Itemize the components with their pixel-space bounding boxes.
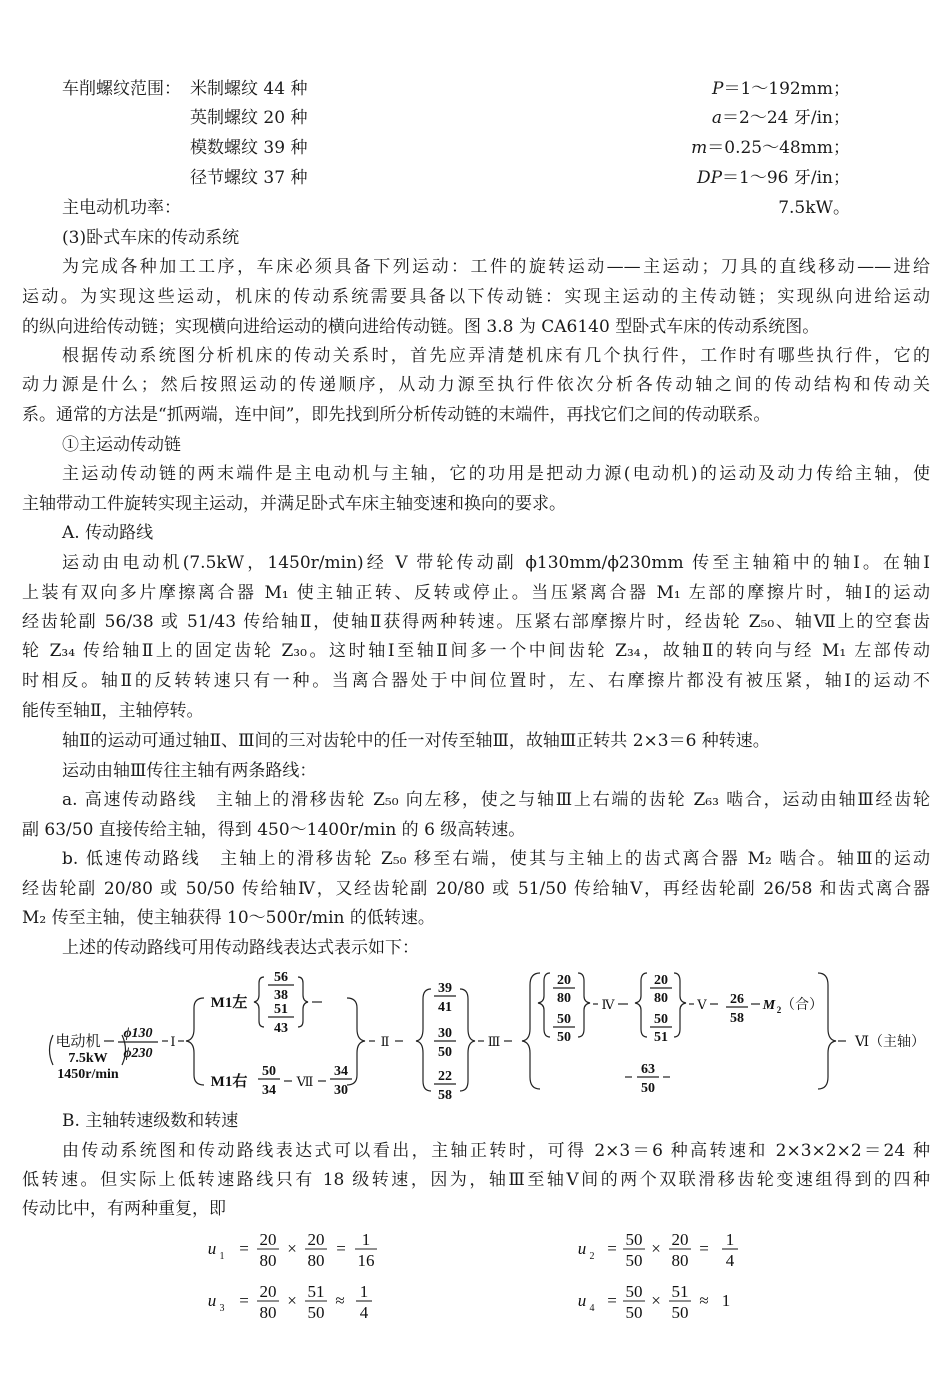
diagram-num: 30 [438,1026,452,1041]
diagram-num: 50 [641,1081,655,1096]
svg-text:50: 50 [625,1251,643,1270]
svg-text:1: 1 [721,1291,731,1310]
ratio-equations [0,1222,950,1322]
brace [522,973,540,1089]
svg-text:20: 20 [671,1230,689,1249]
brace [635,973,647,1037]
svg-text:80: 80 [307,1251,325,1270]
spec-row-name: 米制螺纹 44 种 [190,79,308,99]
svg-text:×: × [287,1291,297,1310]
paragraph-line: 运动由轴Ⅲ传往主轴有两条路线： [62,761,317,781]
diagram-label: 2 [776,1005,782,1015]
diagram-num: 20 [654,973,668,988]
spec-row-value: DP＝1～96 牙/in； [696,168,850,188]
equation-u3 [208,1282,369,1322]
diagram-num: 50 [654,1012,668,1027]
brace [254,977,264,1027]
power-label: 主电动机功率： [62,198,181,218]
svg-text:u: u [577,1239,587,1258]
diagram-label: Ⅱ [380,1034,390,1049]
diagram-label: 7.5kW [68,1051,108,1066]
svg-text:1: 1 [219,1251,225,1262]
svg-text:u: u [207,1239,217,1258]
subheading: A. 传动路线 [62,523,154,543]
paragraph-line: 运动。为实现这些运动，机床的传动系统需要具备以下传动链：实现主运动的主传动链；实现纵向进给运动 [22,287,930,307]
paragraph-line: 时相反。轴Ⅱ的反转转速只有一种。当离合器处于中间位置时，左、右摩擦片都没有被压紧，轴Ⅰ的运动不 [22,671,930,691]
brace [298,977,308,1027]
diagram-label: M1左 [210,995,248,1011]
diagram-num: 58 [730,1011,744,1026]
svg-text:=: = [239,1291,249,1310]
svg-text:51: 51 [671,1282,689,1301]
diagram-label: （合） [781,998,823,1013]
paragraph-line: 主运动传动链的两末端件是主电动机与主轴，它的功用是把动力源(电动机)的运动及动力传给主轴，使 [62,464,930,484]
spec-row-value: P＝1～192mm； [712,79,850,99]
spec-row-name: 英制螺纹 20 种 [190,108,308,128]
paragraph-line: 副 63/50 直接传给主轴，得到 450～1400r/min 的 6 级高转速。 [22,820,526,840]
brace [347,998,365,1085]
svg-text:4: 4 [589,1303,595,1314]
diagram-num: 50 [557,1030,571,1045]
diagram-num: 43 [274,1021,288,1036]
paragraph-line: b. 低速传动路线 主轴上的滑移齿轮 Z₅₀ 移至右端，使其与主轴上的齿式离合器 M₂ 啮合。轴Ⅲ的运动 [62,849,930,869]
svg-text:×: × [651,1291,661,1310]
parenthesis [50,1035,54,1065]
paragraph-line: 低转速。但实际上低转速路线只有 18 级转速，因为，轴Ⅲ至轴Ⅴ间的两个双联滑移齿轮变速组得到的四种 [22,1170,930,1190]
diagram-num: 34 [334,1064,348,1079]
diagram-num: ϕ130 [123,1026,153,1041]
diagram-num: 34 [262,1083,276,1098]
diagram-label: Ⅲ [487,1034,501,1049]
svg-text:u: u [577,1291,587,1310]
diagram-num: 80 [557,991,571,1006]
svg-text:20: 20 [259,1282,277,1301]
equation-u1 [208,1230,375,1270]
diagram-num: 38 [274,988,288,1003]
diagram-num: 41 [438,1000,452,1015]
brace [416,989,431,1091]
transmission-route-diagram [0,965,950,1105]
spec-row-value: a＝2～24 牙/in； [711,108,850,128]
paragraph-line: 能传至轴Ⅱ，主轴停转。 [22,701,204,721]
diagram-num: 56 [274,970,288,985]
diagram-label: M [762,998,776,1013]
svg-text:16: 16 [357,1251,375,1270]
section-title: (3)卧式车床的传动系统 [62,228,240,248]
spec-row-name: 径节螺纹 37 种 [190,168,308,188]
brace [460,989,475,1091]
spec-row-value: m＝0.25～48mm； [691,138,850,158]
svg-text:50: 50 [307,1303,325,1322]
paragraph-line: 上述的传动路线可用传动路线表达式表示如下： [62,938,419,958]
diagram-num: 22 [438,1069,452,1084]
svg-text:80: 80 [259,1303,277,1322]
svg-text:=: = [607,1291,617,1310]
brace [818,973,836,1089]
svg-text:4: 4 [359,1303,369,1322]
svg-text:1: 1 [359,1282,369,1301]
svg-text:80: 80 [259,1251,277,1270]
spec-label: 车削螺纹范围： [62,79,181,99]
svg-text:51: 51 [307,1282,325,1301]
diagram-num: 50 [262,1064,276,1079]
brace [186,998,204,1085]
diagram-num: 50 [438,1045,452,1060]
subheading: ①主运动传动链 [62,435,181,455]
diagram-num: 20 [557,973,571,988]
subheading: B. 主轴转速级数和转速 [62,1111,239,1131]
paragraph-line: a. 高速传动路线 主轴上的滑移齿轮 Z₅₀ 向左移，使之与轴Ⅲ上右端的齿轮 Z₆₃ 啮合，运动由轴Ⅲ经齿轮 [62,790,930,810]
svg-text:50: 50 [625,1282,643,1301]
svg-text:×: × [651,1239,661,1258]
paragraph-line: 传动比中，有两种重复，即 [22,1199,226,1219]
svg-text:≈: ≈ [699,1291,709,1310]
diagram-label: Ⅳ [601,997,615,1012]
paragraph-line: 由传动系统图和传动路线表达式可以看出，主轴正转时，可得 2×3＝6 种高转速和 2×3×2×2＝24 种 [62,1141,930,1161]
diagram-num: 51 [654,1030,668,1045]
paragraph-line: 轴Ⅱ的运动可通过轴Ⅱ、Ⅲ间的三对齿轮中的任一对传至轴Ⅲ，故轴Ⅲ正转共 2×3＝6 种转速。 [62,731,770,751]
svg-text:2: 2 [589,1251,595,1262]
paragraph-line: 轮 Z₃₄ 传给轴Ⅱ上的固定齿轮 Z₃₀。这时轴Ⅰ至轴Ⅱ间多一个中间齿轮 Z₃₄，故轴Ⅱ的转向与经 M₁ 左部传动 [22,641,930,661]
svg-text:=: = [336,1239,346,1258]
paragraph-line: 运动由电动机(7.5kW，1450r/min)经 V 带轮传动副 ϕ130mm/ϕ230mm 传至主轴箱中的轴Ⅰ。在轴Ⅰ [62,553,930,573]
svg-text:=: = [607,1239,617,1258]
svg-text:=: = [699,1239,709,1258]
diagram-label: Ⅰ [170,1034,176,1049]
diagram-label: Ⅵ（主轴） [854,1035,926,1050]
diagram-num: 58 [438,1088,452,1103]
svg-text:u: u [207,1291,217,1310]
svg-text:3: 3 [219,1303,225,1314]
diagram-num: 30 [334,1083,348,1098]
paragraph-line: 主轴带动工件旋转实现主运动，并满足卧式车床主轴变速和换向的要求。 [22,494,566,514]
svg-text:80: 80 [671,1251,689,1270]
diagram-label: M1右 [210,1074,248,1090]
brace [578,973,590,1037]
paragraph-line: 根据传动系统图分析机床的传动关系时，首先应弄清楚机床有几个执行件，工作时有哪些执行件，它的 [62,346,930,366]
diagram-num: 80 [654,991,668,1006]
diagram-num: 39 [438,981,452,996]
power-value: 7.5kW。 [778,198,850,218]
svg-text:50: 50 [671,1303,689,1322]
svg-text:20: 20 [259,1230,277,1249]
diagram-label: Ⅴ [697,997,707,1012]
paragraph-line: 动力源是什么；然后按照运动的传递顺序，从动力源至执行件依次分析各传动轴之间的传动结构和传动关 [22,375,930,395]
brace [538,973,550,1037]
svg-text:1: 1 [725,1230,735,1249]
diagram-num: 50 [557,1012,571,1027]
paragraph-line: 上装有双向多片摩擦离合器 M₁ 使主轴正转、反转或停止。当压紧离合器 M₁ 左部的摩擦片时，轴Ⅰ的运动 [22,583,930,603]
diagram-label: 1450r/min [57,1067,119,1082]
diagram-label: Ⅶ [296,1074,314,1089]
svg-text:≈: ≈ [335,1291,345,1310]
svg-text:50: 50 [625,1230,643,1249]
svg-text:20: 20 [307,1230,325,1249]
svg-text:=: = [239,1239,249,1258]
svg-text:4: 4 [725,1251,735,1270]
svg-text:×: × [287,1239,297,1258]
equation-u2 [578,1230,735,1270]
paragraph-line: 的纵向进给传动链；实现横向进给运动的横向进给传动链。图 3.8 为 CA6140 型卧式车床的传动系统图。 [22,317,820,337]
diagram-num: ϕ230 [123,1046,153,1061]
brace [674,973,686,1037]
diagram-num: 26 [730,992,744,1007]
paragraph-line: 经齿轮副 20/80 或 50/50 传给轴Ⅳ，又经齿轮副 20/80 或 51/50 传给轴Ⅴ，再经齿轮副 26/58 和齿式离合器 [22,879,930,899]
equation-u4 [578,1282,731,1322]
svg-text:1: 1 [361,1230,371,1249]
paragraph-line: M₂ 传至主轴，使主轴获得 10～500r/min 的低转速。 [22,908,435,928]
diagram-num: 51 [274,1002,288,1017]
diagram-label: 电动机 [55,1034,101,1050]
paragraph-line: 系。通常的方法是“抓两端，连中间”，即先找到所分析传动链的末端件，再找它们之间的传动联系。 [22,405,771,425]
diagram-num: 63 [641,1062,655,1077]
paragraph-line: 为完成各种加工工序，车床必须具备下列运动：工件的旋转运动——主运动；刀具的直线移动——进给 [62,257,930,277]
svg-text:50: 50 [625,1303,643,1322]
spec-row-name: 模数螺纹 39 种 [190,138,308,158]
paragraph-line: 经齿轮副 56/38 或 51/43 传给轴Ⅱ，使轴Ⅱ获得两种转速。压紧右部摩擦片时，经齿轮 Z₅₀、轴Ⅶ上的空套齿 [22,612,930,632]
